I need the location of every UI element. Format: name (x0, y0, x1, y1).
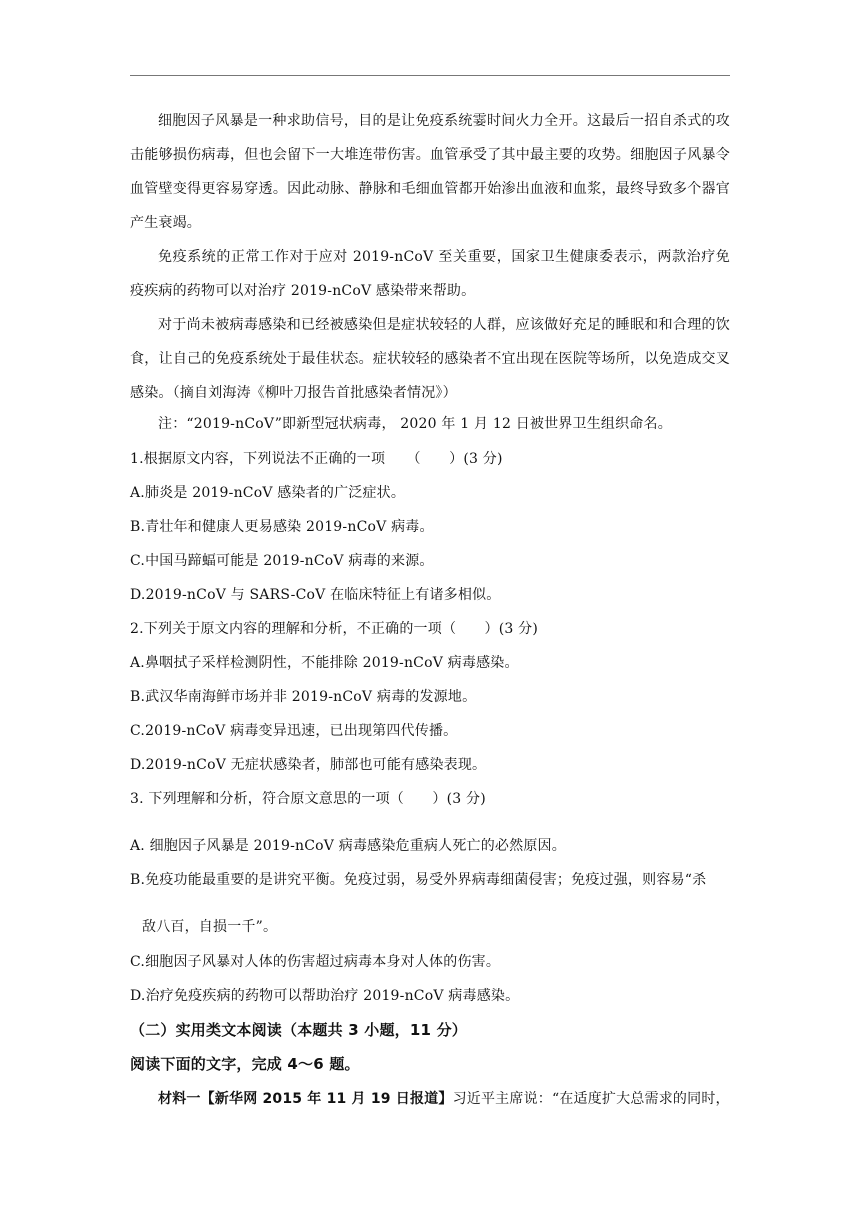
question-3-option-a: A. 细胞因子风暴是 2019-nCoV 病毒感染危重病人死亡的必然原因。 (130, 838, 566, 854)
question-2-option-a: A.鼻咽拭子采样检测阴性，不能排除 2019-nCoV 病毒感染。 (130, 655, 519, 671)
passage-note: 注：“2019-nCoV”即新型冠状病毒， 2020 年 1 月 12 日被世界卫生组织命名。 (158, 416, 672, 432)
section-2-instruction: 阅读下面的文字，完成 4～6 题。 (130, 1055, 360, 1073)
question-3-option-c: C.细胞因子风暴对人体的伤害超过病毒本身对人体的伤害。 (130, 954, 501, 970)
question-3-option-d: D.治疗免疫疾病的药物可以帮助治疗 2019-nCoV 病毒感染。 (130, 988, 520, 1004)
header-rule (130, 75, 730, 76)
question-3-option-b-line-2: 敌八百，自损一千”。 (142, 919, 278, 935)
question-3-stem: 3. 下列理解和分析，符合原文意思的一项（ ）(3 分) (130, 791, 486, 807)
passage-paragraph-1: 细胞因子风暴是一种求助信号，目的是让免疫系统霎时间火力全开。这最后一招自杀式的攻击能够损伤病毒，但也会留下一大堆连带伤害。血管承受了其中最主要的攻势。细胞因子风暴令血管壁变得更容易穿透。因此动脉、静脉和毛细血管都开始渗出血液和血浆，最终导致多个器官产生衰竭。 (130, 113, 730, 231)
question-3-option-b-line-1: B.免疫功能最重要的是讲究平衡。免疫过弱，易受外界病毒细菌侵害；免疫过强，则容易“杀 (130, 872, 707, 888)
question-1-option-b: B.青壮年和健康人更易感染 2019-nCoV 病毒。 (130, 519, 434, 535)
material-1-line (158, 1089, 730, 1109)
passage-paragraph-3: 对于尚未被病毒感染和已经被感染但是症状较轻的人群，应该做好充足的睡眠和和合理的饮食，让自己的免疫系统处于最佳状态。症状较轻的感染者不宜出现在医院等场所，以免造成交叉感染。（摘自刘海涛《柳叶刀报告首批感染者情况》） (130, 317, 730, 401)
question-1-option-d: D.2019-nCoV 与 SARS-CoV 在临床特征上有诸多相似。 (130, 587, 501, 603)
section-2-heading: （二）实用类文本阅读（本题共 3 小题，11 分） (130, 1021, 467, 1039)
passage-paragraph-2: 免疫系统的正常工作对于应对 2019-nCoV 至关重要，国家卫生健康委表示，两款治疗免疫疾病的药物可以对治疗 2019-nCoV 感染带来帮助。 (130, 249, 730, 299)
question-2-option-c: C.2019-nCoV 病毒变异迅速，已出现第四代传播。 (130, 723, 458, 739)
material-1-label: 材料一【新华网 2015 年 11 月 19 日报道】 (158, 1091, 453, 1107)
question-1-stem: 1.根据原文内容，下列说法不正确的一项 （ ）(3 分) (130, 451, 503, 467)
question-1-option-a: A.肺炎是 2019-nCoV 感染者的广泛症状。 (130, 485, 406, 501)
material-1-text: 习近平主席说：“在适度扩大总需求的同时， (452, 1091, 730, 1107)
question-1-option-c: C.中国马蹄蝠可能是 2019-nCoV 病毒的来源。 (130, 553, 434, 569)
question-2-stem: 2.下列关于原文内容的理解和分析，不正确的一项（ ）(3 分) (130, 621, 539, 637)
question-2-option-b: B.武汉华南海鲜市场并非 2019-nCoV 病毒的发源地。 (130, 689, 477, 705)
question-2-option-d: D.2019-nCoV 无症状感染者，肺部也可能有感染表现。 (130, 757, 487, 773)
